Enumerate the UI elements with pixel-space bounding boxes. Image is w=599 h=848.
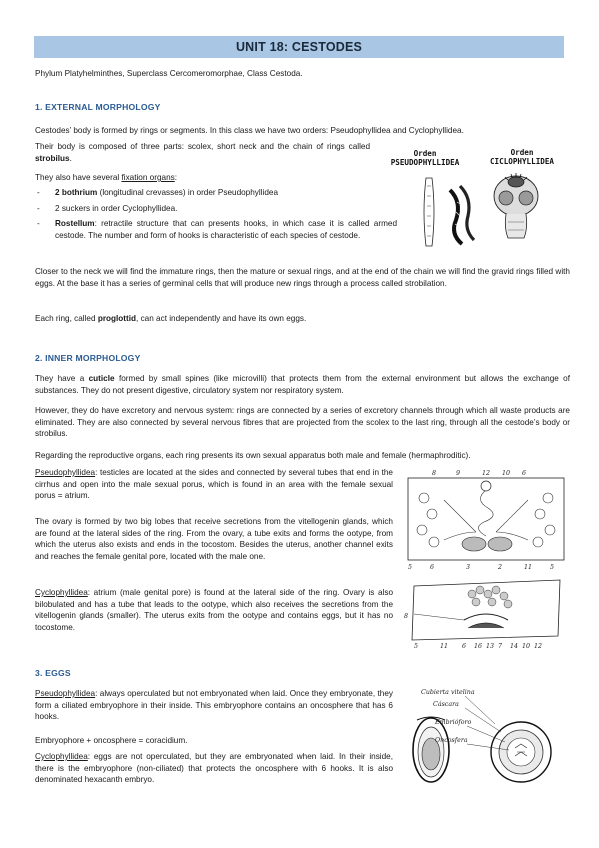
paragraph: The ovary is formed by two big lobes that receive secretions from the vitellogenin glands, which are found at the lateral sides of the ring. From the ovary, a tube exits and forms the ootype, from which the uterus also exists and ends in the tocostom. Besides the uterus, another channel exits and reaches the female genital pore, located with the male one.	[35, 517, 393, 561]
list-item: - Rostellum: retractile structure that can presents hooks, in which case it is called armed cestode. The number and form of hooks is characteristic of each species of cestode.	[35, 218, 397, 241]
pseudophyllidea-proglottid-drawing	[404, 470, 568, 570]
paragraph: They have a cuticle formed by small spines (like microvilli) that protects them from the external environment but allows the exchange of substances. They do not present digestive, circulatory system nor respiratory system.	[35, 374, 570, 395]
svg-text:5: 5	[550, 564, 555, 571]
svg-text:14: 14	[510, 643, 519, 650]
egg-label-oncosfera: Oncosfera	[435, 737, 468, 744]
page-title: UNIT 18: CESTODES	[235, 40, 363, 54]
paragraph-pseudophyllidea-eggs: Pseudophyllidea: always operculated but not embryonated when laid. Once they embryonate, they form a ciliated embryophore in their inside. This embryophore contains an oncosphere that has 6 hooks.	[35, 689, 393, 722]
svg-text:7: 7	[498, 643, 503, 650]
paragraph: Closer to the neck we will find the immature rings, then the mature or sexual rings, and at the end of the chain we will find the gravid rings filled with eggs. At the base it has a series of germinal cells that will produce new rings through a process called strobilation.	[35, 267, 570, 288]
paragraph: Cestodes’ body is formed by rings or segments. In this class we have two orders: Pseudophyllidea and Cyclophyllidea.	[35, 126, 464, 135]
paragraph: Their body is composed of three parts: scolex, short neck and the chain of rings called strobilus.	[35, 142, 370, 163]
svg-text:6: 6	[430, 564, 435, 571]
section-heading-eggs: 3. EGGS	[35, 668, 71, 678]
list-item: - 2 suckers in order Cyclophyllidea.	[35, 203, 397, 215]
ciclophyllidea-scolex-drawing	[488, 172, 548, 240]
svg-text:13: 13	[486, 643, 495, 650]
svg-text:16: 16	[474, 643, 483, 650]
paragraph: However, they do have excretory and nervous system: rings are connected by a series of excretory channels through which all waste products are eliminated. They are also connected by several nervous fibres that are projected from the scolex to the last ring, through all the cestode’s body or strobilus.	[35, 406, 570, 439]
paragraph-pseudophyllidea-inner: Pseudophyllidea: testicles are located at the sides and connected by several tubes that end in the cirrhus and open into the male sexual porus, which is found in an area with the female sexual porus = atrium.	[35, 468, 393, 501]
svg-text:6: 6	[462, 643, 467, 650]
svg-text:2: 2	[498, 564, 503, 571]
section-heading-inner-morphology: 2. INNER MORPHOLOGY	[35, 353, 141, 363]
svg-text:12: 12	[482, 470, 491, 477]
title-bar	[34, 36, 564, 58]
svg-text:10: 10	[522, 643, 531, 650]
svg-text:8: 8	[432, 470, 437, 477]
cyclophyllidea-proglottid-drawing	[404, 578, 568, 650]
paragraph-cyclophyllidea-eggs: Cyclophyllidea: eggs are not operculated, but they are embryonated when laid. In their inside, there is the embryophore (non-ciliated) that protects the oncosphere with 6 hooks. It is also denominated hexacanth embryo.	[35, 752, 393, 785]
paragraph: Embryophore + oncosphere = coracidium.	[35, 736, 188, 745]
list-item: - 2 bothrium (longitudinal crevasses) in order Pseudophyllidea	[35, 187, 397, 199]
term-proglottid: proglottid	[97, 314, 137, 323]
svg-text:3: 3	[466, 564, 471, 571]
section-heading-external-morphology: 1. EXTERNAL MORPHOLOGY	[35, 102, 161, 112]
fixation-organs-list	[35, 187, 397, 246]
term-strobilus: strobilus	[35, 153, 70, 163]
svg-text:11: 11	[524, 564, 533, 571]
svg-text:10: 10	[502, 470, 511, 477]
term-fixation-organs: fixation organs	[121, 173, 175, 182]
svg-text:11: 11	[440, 643, 449, 650]
svg-text:12: 12	[534, 643, 543, 650]
term-cuticle: cuticle	[88, 374, 115, 383]
subtitle: Phylum Platyhelminthes, Superclass Cercomeromorphae, Class Cestoda.	[35, 69, 303, 78]
paragraph-cyclophyllidea-inner: Cyclophyllidea: atrium (male genital pore) is found at the lateral side of the ring. Ovary is also bilobulated and has a tube that leads to the ootype, which also receives the secretions from the vitellogenin glands (smaller). The uterus exits from the ootype and contains eggs, but it has no tocostome.	[35, 588, 393, 632]
paragraph: Regarding the reproductive organs, each ring presents its own sexual apparatus both male and female (hermaphroditic).	[35, 451, 471, 460]
paragraph: Each ring, called proglottid, can act independently and have its own eggs.	[35, 314, 307, 323]
egg-label-embrioforo: Embrióforo	[435, 719, 472, 726]
pseudophyllidea-scolex-drawing	[410, 172, 490, 250]
svg-text:6: 6	[522, 470, 527, 477]
paragraph: They also have several fixation organs:	[35, 173, 178, 182]
svg-text:5: 5	[408, 564, 413, 571]
figure-label-ciclophyllidea: Orden CICLOPHYLLIDEA	[489, 148, 554, 166]
eggs-drawing	[405, 686, 567, 796]
svg-text:8: 8	[404, 613, 409, 620]
egg-label-cascara: Cáscara	[433, 701, 459, 708]
egg-label-cubierta-vitelina: Cubierta vitelina	[421, 689, 475, 696]
svg-text:5: 5	[414, 643, 419, 650]
svg-text:9: 9	[456, 470, 461, 477]
figure-label-pseudophyllidea: Orden PSEUDOPHYLLIDEA	[390, 149, 460, 167]
